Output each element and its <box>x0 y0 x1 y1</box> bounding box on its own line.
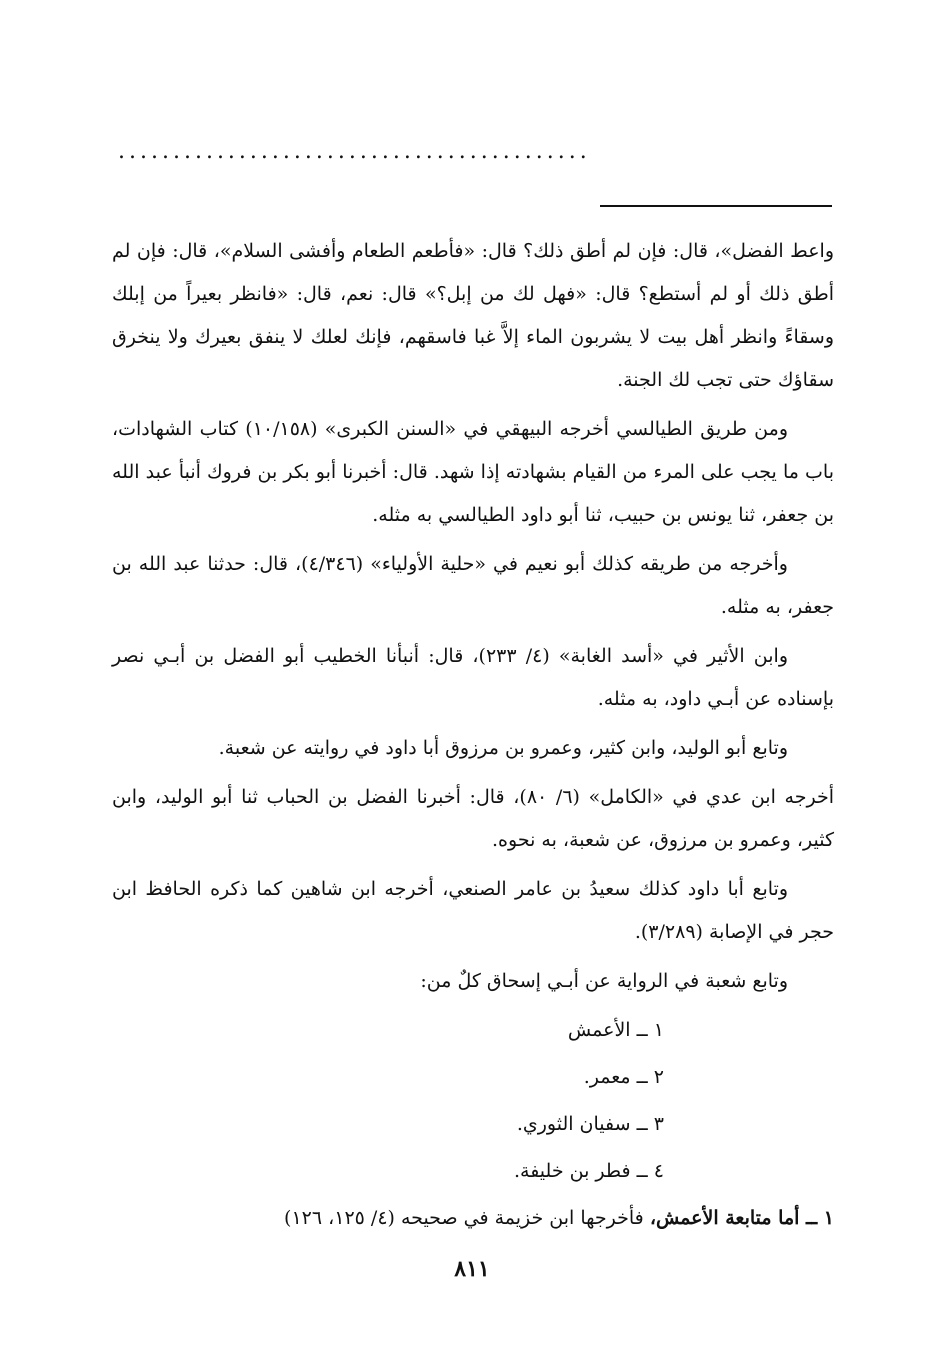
paragraph-4: وابن الأثير في «أسد الغابة» (٤/ ٢٣٣)، قال: أنبأنا الخطيب أبو الفضل بن أبـي نصر بإسناده عن أبـي داود، به مثله. <box>112 645 834 710</box>
paragraph-6: أخرجه ابن عدي في «الكامل» (٦/ ٨٠)، قال: أخبرنا الفضل بن الحباب ثنا أبو الوليد، وابن كثير، وعمرو بن مرزوق، عن شعبة، به نحوه. <box>112 786 834 851</box>
section-text: فأخرجها ابن خزيمة في صحيحه (٤/ ١٢٥، ١٢٦) <box>284 1207 650 1229</box>
page-number: ٨١١ <box>454 1256 490 1282</box>
list-item: ٣ ــ سفيان الثوري. <box>516 1113 664 1135</box>
dotted-separator: ........................................... <box>118 142 591 162</box>
paragraph-8: وتابع شعبة في الرواية عن أبـي إسحاق كلٌ من: <box>420 970 788 992</box>
list-item: ٤ ــ فطر بن خليفة. <box>513 1160 664 1182</box>
section-heading: ١ ــ أما متابعة الأعمش، <box>649 1207 834 1229</box>
list-item: ١ ــ الأعمش <box>567 1019 664 1041</box>
paragraph-2: ومن طريق الطيالسي أخرجه البيهقي في «السنن الكبرى» (١٠/١٥٨) كتاب الشهادات، باب ما يجب على المرء من القيام بشهادته إذا شهد. قال: أخبرنا أبو بكر بن فروك أنبأ عبد الله بن جعفر، ثنا يونس بن حبيب، ثنا أبو داود الطيالسي به مثله. <box>112 418 834 526</box>
paragraph-3: وأخرجه من طريقه كذلك أبو نعيم في «حلية الأولياء» (٤/٣٤٦)، قال: حدثنا عبد الله بن جعفر، به مثله. <box>112 553 834 618</box>
paragraph-5: وتابع أبو الوليد، وابن كثير، وعمرو بن مرزوق أبا داود في روايته عن شعبة. <box>218 737 788 759</box>
follower-list <box>112 1009 834 1193</box>
page-body <box>112 230 834 1246</box>
list-item: ٢ ــ معمر. <box>583 1066 664 1088</box>
paragraph-7: وتابع أبا داود كذلك سعيدُ بن عامر الصنعي، أخرجه ابن شاهين كما ذكره الحافظ ابن حجر في الإصابة (٣/٢٨٩). <box>112 878 834 943</box>
footnote-rule <box>600 205 832 207</box>
paragraph-1: واعط الفضل»، قال: فإن لم أطق ذلك؟ قال: «فأطعم الطعام وأفشى السلام»، قال: فإن لم أطق ذلك أو لم أستطع؟ قال: «فهل لك من إبل؟» قال: نعم، قال: «فانظر بعيراً من إبلك وسقاءً وانظر أهل بيت لا يشربون الماء إلاَّ غبا فاسقهم، فإنك لعلك لا ينفق بعيرك ولا ينخرق سقاؤك حتى تجب لك الجنة. <box>112 240 834 391</box>
paragraph-last <box>112 1197 834 1240</box>
